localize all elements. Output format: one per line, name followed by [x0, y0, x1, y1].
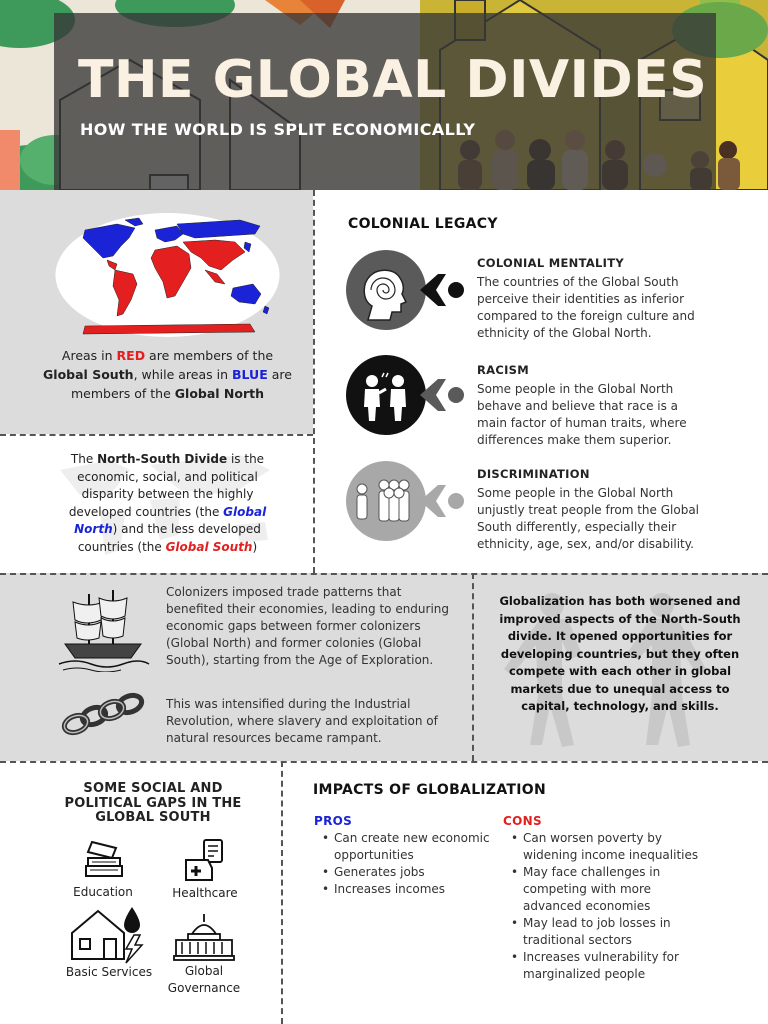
- colonizers-text: Colonizers imposed trade patterns that benefited their economies, leading to enduring economic gaps between former colonizers (Global North) and former colonies (Global South), starting from the Age of Exploration.: [166, 585, 450, 667]
- people-group-icon: [346, 461, 426, 541]
- two-people-icon: [346, 355, 426, 435]
- globalization-note: Globalization has both worsened and improved aspects of the North-South divide. It opened opportunities for developing countries, but they often compete with each other in global markets due to unequal access to capital, technology, and skills.: [499, 594, 741, 713]
- chain-icon: [58, 690, 148, 746]
- divider: [313, 190, 315, 573]
- colonial-mentality-text: The countries of the Global South perceive their identities as inferior compared to the foreign culture and ethnicity of the Global North.: [477, 275, 695, 340]
- header-banner: [0, 0, 768, 190]
- list-item: • Increases vulnerability for marginalized people: [511, 949, 711, 983]
- discrimination-text: Some people in the Global North unjustly treat people from the Global South differently, especially their ethnicity, age, sex, and/or disability.: [477, 486, 700, 551]
- divider: [472, 573, 474, 761]
- industrial-revolution-text: This was intensified during the Industrial Revolution, where slavery and exploitation of natural resources became rampant.: [166, 697, 438, 745]
- gap-label-healthcare: Healthcare: [172, 886, 238, 900]
- cons-label: CONS: [503, 814, 542, 828]
- gap-label-basic-services: Basic Services: [65, 965, 153, 979]
- page-title: THE GLOBAL DIVIDES: [78, 50, 708, 110]
- discrimination-title: DISCRIMINATION: [477, 467, 590, 481]
- impacts-title: IMPACTS OF GLOBALIZATION: [313, 782, 546, 798]
- arrow-dot-icon: [418, 272, 468, 308]
- medical-kit-icon: [182, 836, 226, 884]
- red-keyword: RED: [116, 348, 146, 363]
- list-item: • Can worsen poverty by widening income inequalities: [511, 830, 711, 864]
- page-subtitle: HOW THE WORLD IS SPLIT ECONOMICALLY: [80, 120, 476, 139]
- list-item: • Can create new economic opportunities: [322, 830, 496, 864]
- colonial-mentality-title: COLONIAL MENTALITY: [477, 256, 624, 270]
- map-caption: Areas in RED are members of the Global South, while areas in BLUE are members of the Global North: [43, 348, 292, 401]
- books-icon: [82, 836, 126, 884]
- house-utilities-icon: [68, 905, 148, 965]
- divider: [281, 761, 283, 1024]
- list-item: • May lead to job losses in traditional sectors: [511, 915, 711, 949]
- blue-keyword: BLUE: [232, 367, 268, 382]
- gap-label-global-governance: Global Governance: [167, 964, 241, 995]
- north-south-divide-text: The North-South Divide is the economic, social, and political disparity between the highly developed countries (the Global North) and the less developed countries (the Global South): [68, 452, 267, 554]
- colonial-legacy-title: COLONIAL LEGACY: [348, 216, 498, 232]
- arrow-dot-icon: [418, 483, 468, 519]
- divider: [0, 434, 313, 436]
- racism-text: Some people in the Global North behave and believe that race is a main factor of human traits, where differences make them superior.: [477, 382, 687, 447]
- gaps-title: SOME SOCIAL AND POLITICAL GAPS IN THE GLOBAL SOUTH: [64, 781, 242, 825]
- pros-label: PROS: [314, 814, 353, 828]
- divider: [0, 573, 768, 575]
- racism-title: RACISM: [477, 363, 530, 377]
- world-map-icon: [55, 212, 280, 338]
- list-item: • May face challenges in competing with more advanced economies: [511, 864, 711, 915]
- ship-icon: [55, 586, 151, 672]
- cons-list: [511, 830, 711, 983]
- list-item: • Generates jobs: [322, 864, 496, 881]
- capitol-building-icon: [172, 912, 236, 962]
- divider: [0, 761, 768, 763]
- arrow-dot-icon: [418, 377, 468, 413]
- gap-label-education: Education: [73, 885, 133, 899]
- head-spiral-icon: [346, 250, 426, 330]
- list-item: • Increases incomes: [322, 881, 496, 898]
- pros-list: [322, 830, 496, 898]
